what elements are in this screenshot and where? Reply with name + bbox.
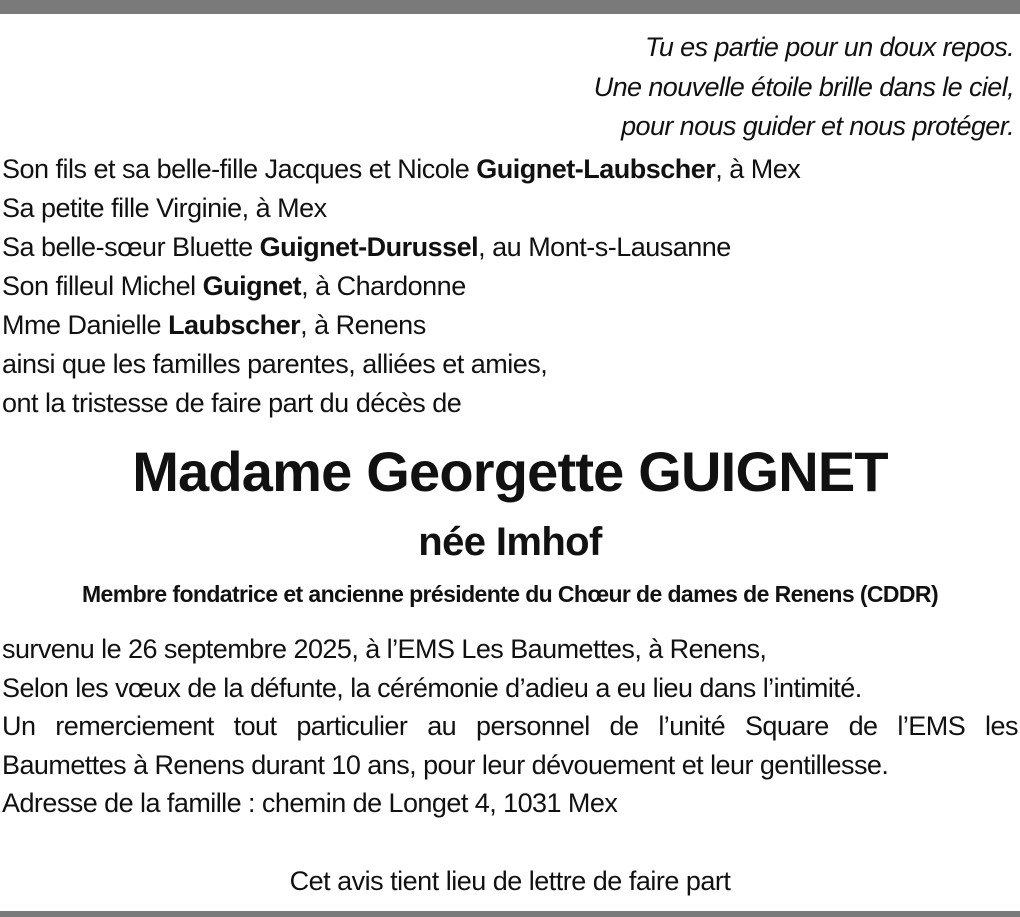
details-word: les <box>985 711 1018 741</box>
details-word: Un <box>2 711 36 741</box>
family-line-location: , à Renens <box>300 310 426 340</box>
family-line <box>2 150 1012 189</box>
poem-line: Tu es partie pour un doux repos. <box>644 32 1014 62</box>
family-list <box>2 150 1012 423</box>
footer-note: Cet avis tient lieu de lettre de faire part <box>289 866 731 896</box>
details-word: tout <box>233 711 277 741</box>
details-word: l’unité <box>658 711 726 741</box>
family-line-text: Sa petite fille Virginie, à Mex <box>2 193 327 223</box>
poem-line: pour nous guider et nous protéger. <box>621 111 1014 141</box>
details-line: survenu le 26 septembre 2025, à l’EMS Les Baumettes, à Renens, <box>2 634 767 664</box>
family-line-text: ont la tristesse de faire part du décès de <box>2 388 462 418</box>
details-word: l’EMS <box>897 711 966 741</box>
details-word: de <box>609 711 639 741</box>
family-address: Adresse de la famille : chemin de Longet 4, 1031 Mex <box>2 788 618 818</box>
family-line <box>2 345 1012 384</box>
details-line: Baumettes à Renens durant 10 ans, pour leur dévouement et leur gentillesse. <box>2 749 889 780</box>
family-line <box>2 306 1012 345</box>
family-line <box>2 267 1012 306</box>
details-word: particulier <box>296 711 408 741</box>
family-line <box>2 384 1012 423</box>
family-line <box>2 189 1012 228</box>
details-word: remerciement <box>55 711 214 741</box>
poem-epigraph <box>314 28 1014 147</box>
family-line-location: , au Mont-s-Lausanne <box>478 232 731 262</box>
details-line: Selon les vœux de la défunte, la cérémonie d’adieu a eu lieu dans l’intimité. <box>2 672 862 703</box>
bottom-border-rule <box>0 911 1020 917</box>
notice-details <box>2 630 1018 823</box>
details-word: au <box>427 711 457 741</box>
details-word: Square <box>744 711 829 741</box>
family-surname: Guignet-Durussel <box>259 232 479 262</box>
details-word: personnel <box>476 711 590 741</box>
family-surname: Guignet <box>202 271 302 301</box>
deceased-role: Membre fondatrice et ancienne présidente du Chœur de dames de Renens (CDDR) <box>82 581 938 607</box>
poem-line: Une nouvelle étoile brille dans le ciel, <box>593 71 1014 102</box>
family-surname: Guignet-Laubscher <box>476 154 716 184</box>
family-surname: Laubscher <box>168 310 301 340</box>
family-line-text: Son filleul Michel <box>2 271 203 301</box>
deceased-name: Madame Georgette GUIGNET <box>132 440 888 503</box>
family-line-text: Mme Danielle <box>2 310 169 340</box>
top-border-rule <box>0 0 1020 14</box>
details-word: de <box>848 711 878 741</box>
family-line <box>2 228 1012 267</box>
family-line-text: Sa belle-sœur Bluette <box>2 232 260 262</box>
family-line-location: , à Chardonne <box>301 271 466 301</box>
family-line-location: , à Mex <box>715 154 801 184</box>
family-line-text: Son fils et sa belle-fille Jacques et Nicole <box>2 154 477 184</box>
family-line-text: ainsi que les familles parentes, alliées et amies, <box>2 349 548 379</box>
deceased-maiden-name: née Imhof <box>418 520 602 564</box>
details-line-justified <box>2 707 1018 746</box>
